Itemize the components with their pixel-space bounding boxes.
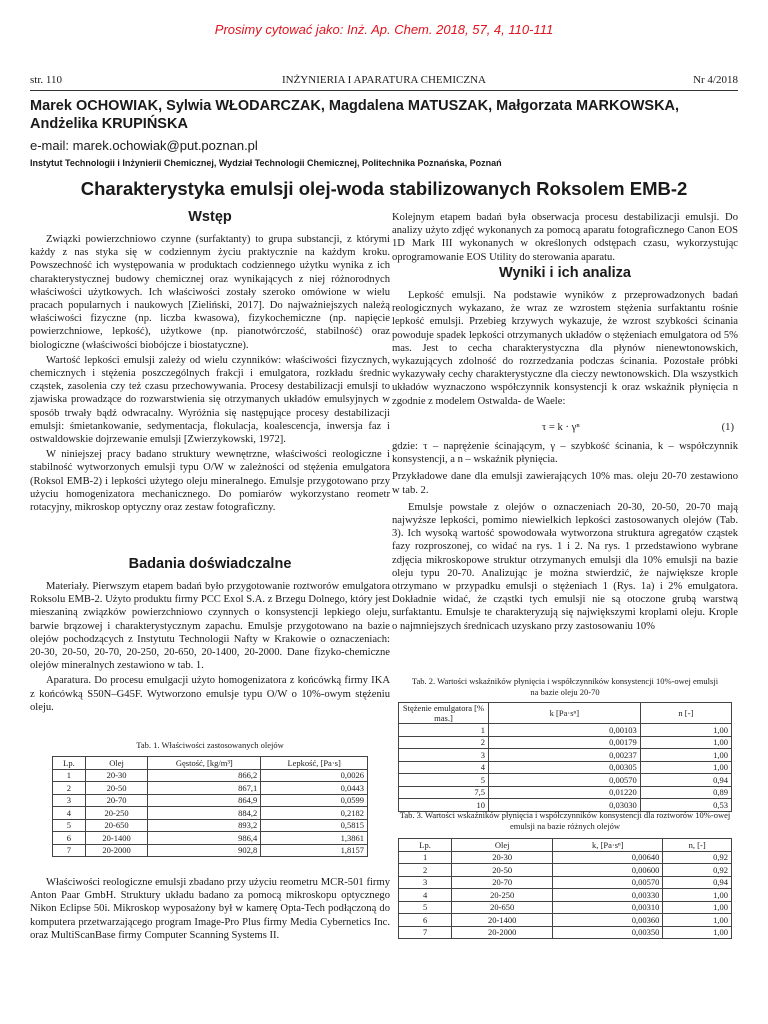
author-list: Marek OCHOWIAK, Sylwia WŁODARCZAK, Magdalena MATUSZAK, Małgorzata MARKOWSKA, Andżelika KRUPIŃSKA — [30, 98, 680, 132]
table2 — [398, 702, 732, 812]
table-cell: 0,00350 — [553, 926, 663, 939]
table-cell: 7 — [53, 844, 86, 857]
table-cell: 6 — [399, 914, 452, 927]
results-text-1 — [392, 289, 738, 410]
table-cell: 0,00640 — [553, 851, 663, 864]
table-cell: 0,94 — [663, 876, 732, 889]
table-cell: 20-250 — [452, 889, 553, 902]
table-cell: 20-30 — [85, 769, 148, 782]
table-row — [399, 889, 732, 902]
methods-text — [30, 580, 390, 716]
running-header — [30, 74, 738, 88]
table-cell: 0,0443 — [261, 782, 368, 795]
table-cell: 0,00570 — [489, 774, 641, 787]
table-header-cell: Stężenie emulgatora [% mas.] — [399, 703, 489, 724]
citation-note: Prosimy cytować jako: Inż. Ap. Chem. 2018, 57, 4, 110-111 — [214, 22, 554, 37]
results-paragraph-2: Przykładowe dane dla emulsji zawierających 10% mas. oleju 20-70 zestawiono w tab. 2. — [392, 471, 738, 496]
table-cell: 7,5 — [399, 786, 489, 799]
table-row — [399, 864, 732, 877]
table-cell: 2 — [399, 736, 489, 749]
intro-text — [30, 233, 390, 516]
page-number: str. 110 — [30, 74, 62, 86]
table-cell: 3 — [399, 876, 452, 889]
table-row — [399, 851, 732, 864]
table-cell: 4 — [399, 761, 489, 774]
table-cell: 0,00570 — [553, 876, 663, 889]
intro-paragraph-2: Wartość lepkości emulsji zależy od wielu czynników: właściwości fizycznych, chemicznych i stężenia poszczególnych frakcji i emulgatora, rozkładu średnic cząstek, zasolenia czy też czasu przechowywania. Procesy destabilizacji emulsji to zjawiska prowadzące do rozwarstwienia się otrzymanych układów emulsyjnych w sposób trwały bądź odwracalny. Wyróżnia się następujące procesy destabilizacji emulsji: śmietankowanie, sedymentacja, flokulacja, koalescencja, inwersja faz i ostwaldowskie dojrzewanie emulsji [Zwierzykowski, 1972]. — [30, 354, 390, 446]
results-paragraph-3: Emulsje powstałe z olejów o oznaczeniach 20-30, 20-50, 20-70 mają najwyższe lepkości, pomimo niewielkich lepkości zastosowanych olejów (Tab. 3). Ich wysoką wartość spowodowała wytworzona struktura agregatów cząstek fazy rozproszonej, co widać na rys. 1 i 2. Na rys. 1 przedstawiono wybrane zdjęcia mikroskopowe struktur otrzymanych emulsji dla 10% emulsji na bazie oleju typu 20-70. Analizując je można stwierdzić, że największe krople otrzymano w przypadku emulsji o stężeniach 1 (Rys. 1a) i 2% emulgatora. Dokładnie widać, że cząstki tych emulsji nie są otoczone grubą warstwą surfaktantu. Emulsje te charakteryzują się największymi kroplami oleju. Krople o najmniejszych średnicach uzyskano przy zastosowaniu 10% — [392, 501, 738, 632]
table-cell: 1,00 — [640, 761, 731, 774]
contact-email: e-mail: marek.ochowiak@put.poznan.pl — [30, 138, 258, 153]
table-cell: 0,00310 — [553, 901, 663, 914]
section-heading-badania: Badania doświadczalne — [128, 556, 292, 572]
table-header-cell: Olej — [452, 839, 553, 852]
table2-caption: Tab. 2. Wartości wskaźników płynięcia i współczynników konsystencji 10%-owej emulsji na bazie oleju 20-70 — [411, 676, 719, 697]
table-cell: 1 — [399, 851, 452, 864]
table3-caption: Tab. 3. Wartości wskaźników płynięcia i współczynników konsystencji dla roztworów 10%-owej emulsji na bazie różnych olejów — [399, 810, 731, 831]
table-cell: 20-1400 — [85, 832, 148, 845]
table-cell: 0,00103 — [489, 724, 641, 737]
table-cell: 20-250 — [85, 807, 148, 820]
table-row — [399, 761, 732, 774]
table-cell: 4 — [53, 807, 86, 820]
header-rule — [30, 90, 738, 91]
table-cell: 20-650 — [452, 901, 553, 914]
table-header-row — [53, 757, 368, 770]
destabilization-paragraph: Kolejnym etapem badań była obserwacja procesu destabilizacji emulsji. Do analizy użyto zdjęć wykonanych za pomocą aparatu fotograficznego Canon EOS 1D Mark III wykonanych w określonych odstępach czasu, wykorzystując oprogramowanie EOS Utility do sterowania aparatu. — [392, 212, 738, 263]
table-cell: 0,00330 — [553, 889, 663, 902]
table-header-cell: k, [Pa·sⁿ] — [553, 839, 663, 852]
methods-paragraph-1: Materiały. Pierwszym etapem badań było przygotowanie roztworów emulgatora Roksolu EMB-2. Użyto produktu firmy PCC Exol S.A. z Brzegu Dolnego, który jest mieszaniną związków powierzchniowo czynnych o konsystencji lepkiego oleju, barwie brązowej i charakterystycznym zapachu. Emulsje przygotowano na bazie olejów pochodzących z Instytutu Technologii Nafty w Krakowie o oznaczeniach: 20-30, 20-50, 20-70, 20-250, 20-650, 20-1400, 20-2000. Dane fizyko-chemiczne olejów mineralnych zestawiono w tab. 1. — [30, 581, 390, 672]
table-cell: 1,00 — [663, 901, 732, 914]
table-cell: 864,9 — [148, 794, 261, 807]
table-cell: 2 — [399, 864, 452, 877]
equipment-text — [30, 876, 390, 944]
table-header-cell: n, [-] — [663, 839, 732, 852]
table-cell: 5 — [399, 774, 489, 787]
table-cell: 867,1 — [148, 782, 261, 795]
table-cell: 20-70 — [85, 794, 148, 807]
table-row — [399, 876, 732, 889]
table-header-row — [399, 703, 732, 724]
table-cell: 0,5815 — [261, 819, 368, 832]
table-cell: 20-30 — [452, 851, 553, 864]
table-row — [53, 832, 368, 845]
table-cell: 10 — [399, 799, 489, 812]
variable-definitions: gdzie: τ – naprężenie ścinającym, γ – szybkość ścinania, k – współczynnik konsystencji, a n – wskaźnik płynięcia. — [392, 441, 738, 466]
table-cell: 1,00 — [640, 736, 731, 749]
table-cell: 1,00 — [640, 724, 731, 737]
table-row — [399, 786, 732, 799]
table-cell: 7 — [399, 926, 452, 939]
table-cell: 0,0026 — [261, 769, 368, 782]
table-cell: 20-50 — [452, 864, 553, 877]
table-cell: 0,00305 — [489, 761, 641, 774]
paper-title: Charakterystyka emulsji olej-woda stabilizowanych Roksolem EMB-2 — [80, 178, 688, 199]
table-cell: 20-2000 — [452, 926, 553, 939]
table-cell: 1,8157 — [261, 844, 368, 857]
table-cell: 5 — [399, 901, 452, 914]
table-cell: 20-1400 — [452, 914, 553, 927]
table-cell: 0,92 — [663, 864, 732, 877]
table-cell: 1,00 — [663, 914, 732, 927]
table-row — [399, 749, 732, 762]
table-header-cell: k [Pa·sⁿ] — [489, 703, 641, 724]
affiliation: Instytut Technologii i Inżynierii Chemicznej, Wydział Technologii Chemicznej, Politechnika Poznańska, Poznań — [30, 158, 502, 168]
table-cell: 3 — [399, 749, 489, 762]
table-row — [399, 914, 732, 927]
table-header-row — [399, 839, 732, 852]
issue-number: Nr 4/2018 — [693, 74, 738, 86]
table1-caption: Tab. 1. Właściwości zastosowanych olejów — [136, 740, 284, 750]
table-cell: 0,00237 — [489, 749, 641, 762]
equipment-paragraph: Właściwości reologiczne emulsji zbadano przy użyciu reometru MCR-501 firmy Anton Paar GmbH. Struktury układu badano za pomocą mikroskopu optycznego Nikon Eclipse 50i. Mikroskop wyposażony był w kamerę Opta-Tech podłączoną do komputera przetwarzającego program Image-Pro Plus firmy Media Cybernetics Inc. oraz MultiScanBase firmy Computer Scanning Systems II. — [30, 877, 390, 941]
table-cell: 1,3861 — [261, 832, 368, 845]
table-row — [399, 901, 732, 914]
table-cell: 884,2 — [148, 807, 261, 820]
table-row — [399, 736, 732, 749]
intro-paragraph-1: Związki powierzchniowo czynne (surfaktanty) to grupa substancji, z którymi każdy z nas styka się w codziennym życiu praktycznie na każdym kroku. Powszechność ich występowania w produktach codziennego użytku wynika z ich charakterystycznej budowy chemicznej oraz wynikających z niej różnorodnych właściwości użytkowych. Ich właściwości zostały szeroko omówione w wielu pracach popularnych i naukowych [Zieliński, 2017]. Do najważniejszych należą właściwości fizyczne (np. liczba kwasowa), fizykochemiczne (np. napięcie powierzchniowe, lepkość), użytkowe (np. pianotwórczość, stabilność) oraz biologiczne (właściwości biobójcze i biostatyczne). — [30, 234, 390, 351]
journal-name: INŻYNIERIA I APARATURA CHEMICZNA — [281, 74, 487, 86]
table-cell: 1,00 — [640, 749, 731, 762]
table-cell: 986,4 — [148, 832, 261, 845]
table-cell: 866,2 — [148, 769, 261, 782]
table-cell: 5 — [53, 819, 86, 832]
table-cell: 0,0599 — [261, 794, 368, 807]
table-cell: 0,53 — [640, 799, 731, 812]
table-row — [53, 769, 368, 782]
table-cell: 2 — [53, 782, 86, 795]
table-cell: 0,00179 — [489, 736, 641, 749]
table-cell: 20-50 — [85, 782, 148, 795]
section-heading-wstep: Wstęp — [188, 209, 232, 225]
table-cell: 1 — [399, 724, 489, 737]
table-row — [399, 926, 732, 939]
table-cell: 0,94 — [640, 774, 731, 787]
table1 — [52, 756, 368, 857]
section-heading-wyniki: Wyniki i ich analiza — [499, 265, 631, 281]
results-paragraph-1: Lepkość emulsji. Na podstawie wyników z przeprowadzonych badań reologicznych wykazano, że wraz ze wzrostem stężenia surfaktantu rośnie lepkość emulsji. Przebieg krzywych wykazuje, że wzrost szybkości ścinania powoduje spadek lepkości otrzymanych układów o stężeniach emulgatora od 5% mas. Jest to cecha charakterystyczna dla płynów nienewtonowskich, wykazujących zdolność do rozrzedzania podczas ścinania. Pozostałe próbki wykazywały cechy charakterystyczne dla cieczy newtonowskich. Dla wszystkich układów wyznaczono współczynnik konsystencji k oraz wskaźnik płynięcia n zgodnie z modelem Ostwalda- de Waele: — [392, 290, 738, 407]
table-cell: 0,00600 — [553, 864, 663, 877]
table-header-cell: Lp. — [399, 839, 452, 852]
table-cell: 0,92 — [663, 851, 732, 864]
table-header-cell: Olej — [85, 757, 148, 770]
table-cell: 4 — [399, 889, 452, 902]
results-text-2 — [392, 440, 738, 635]
methods-paragraph-2: Aparatura. Do procesu emulgacji użyto homogenizatora z końcówką firmy IKA z końcówką S50N–G45F. Wytworzono emulsje typu O/W o 10%-owym stężeniu oleju. — [30, 675, 390, 713]
table-cell: 6 — [53, 832, 86, 845]
table-cell: 1,00 — [663, 926, 732, 939]
intro-paragraph-3: W niniejszej pracy badano struktury wewnętrzne, właściwości reologiczne i stabilność wytworzonych emulsji typu O/W w zależności od stężenia emulgatora (Roksol EMB-2) i lepkości użytego oleju mineralnego. Emulsje przygotowano przy użyciu homogenizatora mechanicznego. Do pomiarów wykorzystano reometr rotacyjny, mikroskop optyczny oraz zestaw fotograficzny. — [30, 449, 390, 514]
table-cell: 0,00360 — [553, 914, 663, 927]
table-cell: 0,03030 — [489, 799, 641, 812]
table-cell: 20-70 — [452, 876, 553, 889]
table-cell: 1,00 — [663, 889, 732, 902]
equation-number: (1) — [721, 422, 734, 433]
table-header-cell: Lepkość, [Pa·s] — [261, 757, 368, 770]
table-cell: 893,2 — [148, 819, 261, 832]
table-row — [53, 807, 368, 820]
equation-body: τ = k · γⁿ — [542, 422, 580, 433]
table-cell: 20-650 — [85, 819, 148, 832]
table-cell: 20-2000 — [85, 844, 148, 857]
table-cell: 0,89 — [640, 786, 731, 799]
table-row — [399, 724, 732, 737]
table-row — [53, 782, 368, 795]
table-cell: 0,01220 — [489, 786, 641, 799]
table-cell: 1 — [53, 769, 86, 782]
table-row — [399, 774, 732, 787]
table-header-cell: n [-] — [640, 703, 731, 724]
table-row — [53, 819, 368, 832]
table-row — [53, 844, 368, 857]
table-cell: 902,8 — [148, 844, 261, 857]
table-row — [53, 794, 368, 807]
destabilization-text — [392, 211, 738, 266]
table3 — [398, 838, 732, 939]
table-header-cell: Gęstość, [kg/m³] — [148, 757, 261, 770]
table-cell: 0,2182 — [261, 807, 368, 820]
table-header-cell: Lp. — [53, 757, 86, 770]
table-cell: 3 — [53, 794, 86, 807]
